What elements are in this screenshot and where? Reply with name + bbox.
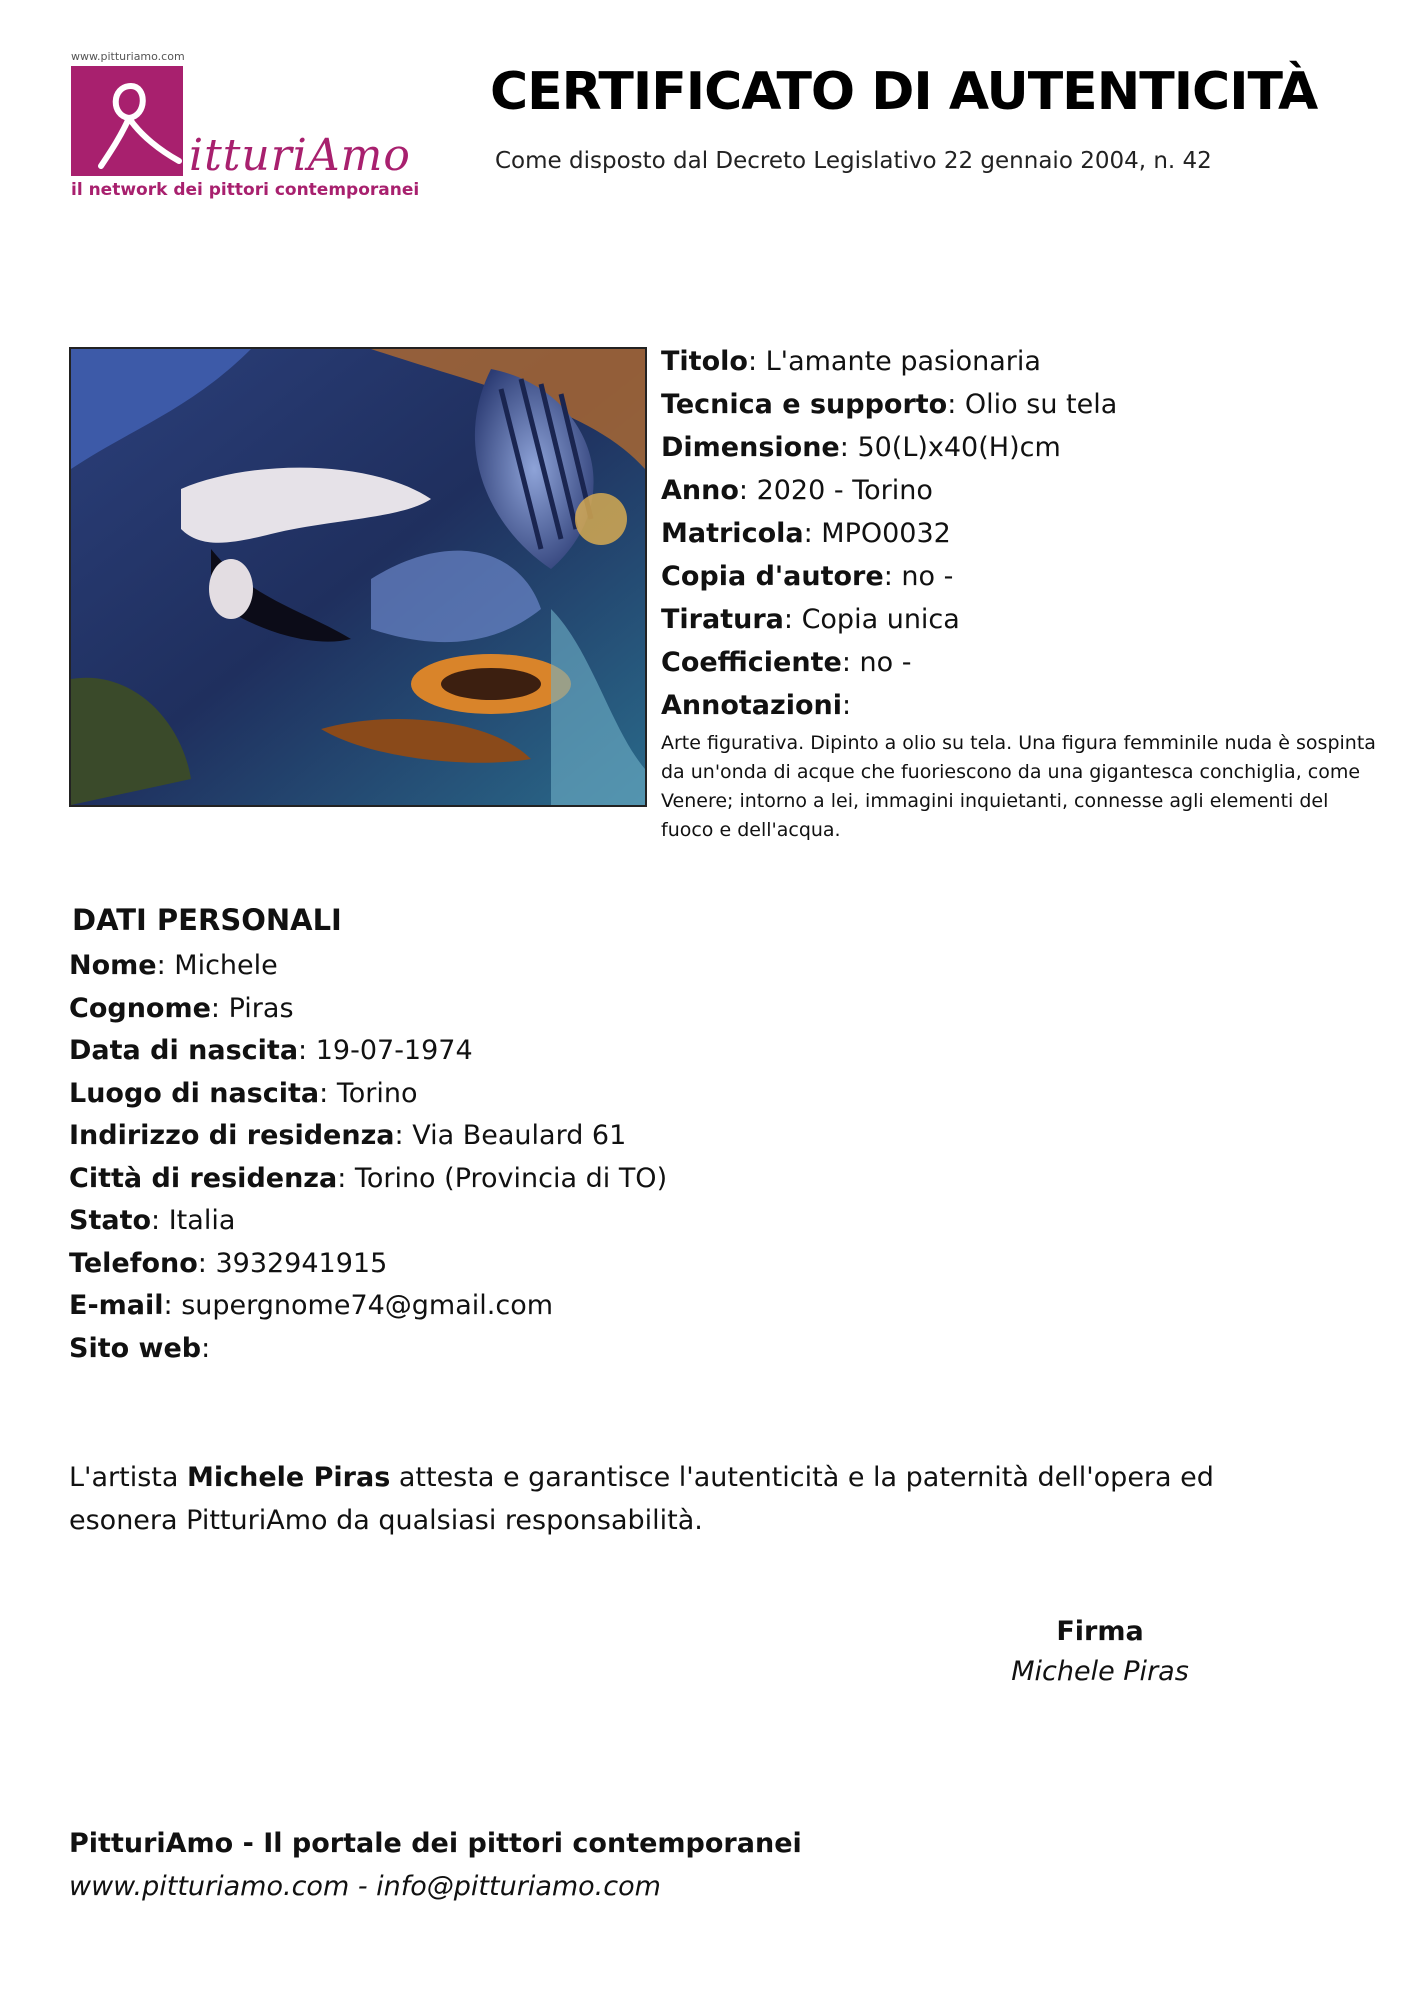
field-dimensione: Dimensione: 50(L)x40(H)cm <box>661 432 1061 463</box>
field-telefono: Telefono: 3932941915 <box>69 1247 388 1279</box>
field-data-nascita: Data di nascita: 19-07-1974 <box>69 1035 473 1066</box>
footer-contacts: www.pitturiamo.com - info@pitturiamo.com <box>69 1871 661 1902</box>
field-indirizzo: Indirizzo di residenza: Via Beaulard 61 <box>69 1120 627 1151</box>
personal-data-title: DATI PERSONALI <box>72 903 342 937</box>
field-email: E-mail: supergnome74@gmail.com <box>69 1290 554 1321</box>
footer-title: PitturiAmo - Il portale dei pittori contemporanei <box>69 1828 802 1859</box>
field-luogo-nascita: Luogo di nascita: Torino <box>69 1077 418 1109</box>
ribbon-icon <box>71 66 183 176</box>
annotation-text: Arte figurativa. Dipinto a olio su tela. Una figura femminile nuda è sospinta da un'onda di acque che fuoriescono da una gigantesca conchiglia, come Venere; intorno a lei, immagini inquietanti, connesse agli elementi del fuoco e dell'acqua. <box>661 732 1376 841</box>
certificate-subtitle: Come disposto dal Decreto Legislativo 22 gennaio 2004, n. 42 <box>495 148 1212 174</box>
logo-url: www.pitturiamo.com <box>71 50 185 63</box>
authenticity-statement: L'artista Michele Piras attesta e garantisce l'autenticità e la paternità dell'opera ed esonera PitturiAmo da qualsiasi responsabilità. <box>69 1462 1214 1536</box>
field-tecnica: Tecnica e supporto: Olio su tela <box>661 389 1118 420</box>
field-anno: Anno: 2020 - Torino <box>661 475 933 506</box>
logo-wordmark: itturiAmo <box>189 130 411 181</box>
field-copia: Copia d'autore: no - <box>661 561 954 592</box>
field-matricola: Matricola: MPO0032 <box>661 518 951 549</box>
field-stato: Stato: Italia <box>69 1205 236 1236</box>
signature-block <box>950 1612 1250 1692</box>
signature-name: Michele Piras <box>1011 1656 1189 1687</box>
signature-label: Firma <box>1056 1616 1144 1647</box>
artwork-image <box>69 347 647 807</box>
field-coefficiente: Coefficiente: no - <box>661 647 912 678</box>
field-sito-web: Sito web: <box>69 1332 211 1364</box>
artist-name: Michele Piras <box>186 1462 391 1493</box>
footer <box>69 1822 969 1908</box>
field-tiratura: Tiratura: Copia unica <box>661 604 960 635</box>
field-citta: Città di residenza: Torino (Provincia di TO) <box>69 1162 668 1194</box>
logo-tagline: il network dei pittori contemporanei <box>71 180 420 200</box>
field-titolo: Titolo: L'amante pasionaria <box>661 346 1041 377</box>
logo-mark <box>71 66 183 176</box>
personal-data-section <box>69 903 869 1370</box>
artwork-details <box>661 340 1381 845</box>
pitturiamo-logo <box>69 48 429 208</box>
field-annotazioni: Annotazioni: <box>661 690 852 721</box>
certificate-title: CERTIFICATO DI AUTENTICITÀ <box>490 62 1318 122</box>
painting-illustration <box>71 349 645 805</box>
field-nome: Nome: Michele <box>69 950 278 981</box>
field-cognome: Cognome: Piras <box>69 992 294 1024</box>
